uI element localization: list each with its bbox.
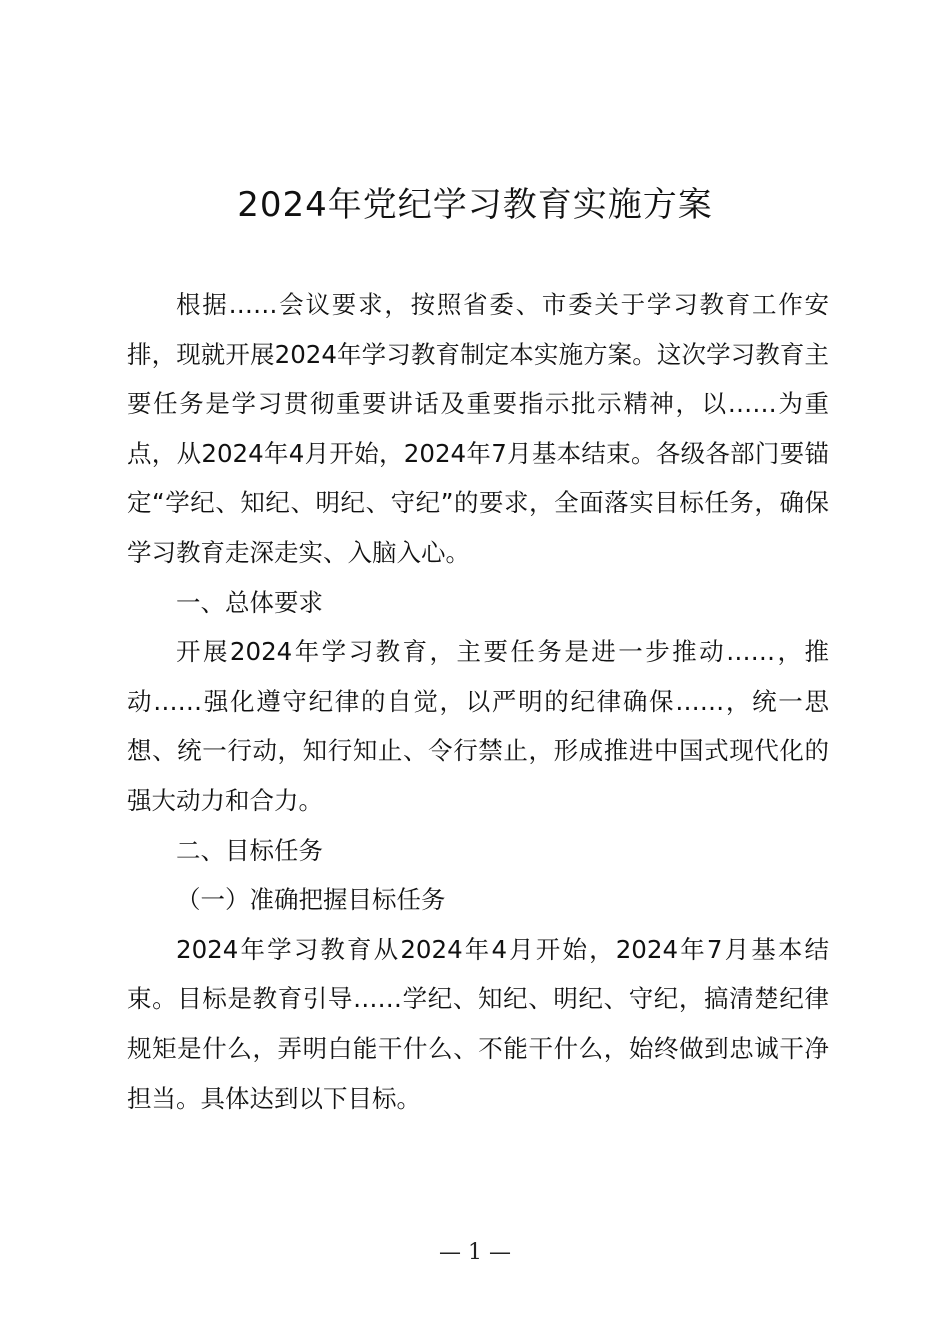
page-number: — 1 — xyxy=(439,1240,511,1265)
document-body xyxy=(127,280,829,1123)
section-1-heading: 一、总体要求 xyxy=(176,587,323,617)
section-1-paragraph: 开展2024年学习教育，主要任务是进一步推动……，推动……强化遵守纪律的自觉，以严明的纪律确保……，统一思想、统一行动，知行知止、令行禁止，形成推进中国式现代化的强大动力和合力。 xyxy=(127,637,829,815)
section-2-subheading-1: （一）准确把握目标任务 xyxy=(176,885,446,915)
section-2-heading: 二、目标任务 xyxy=(176,835,323,865)
document-title: 2024年党纪学习教育实施方案 xyxy=(237,185,713,225)
intro-paragraph: 根据……会议要求，按照省委、市委关于学习教育工作安排，现就开展2024年学习教育制定本实施方案。这次学习教育主要任务是学习贯彻重要讲话及重要指示批示精神，以……为重点，从2024年4月开始，2024年7月基本结束。各级各部门要锚定“学纪、知纪、明纪、守纪”的要求，全面落实目标任务，确保学习教育走深走实、入脑入心。 xyxy=(127,290,829,567)
section-2-paragraph: 2024年学习教育从2024年4月开始，2024年7月基本结束。目标是教育引导……学纪、知纪、明纪、守纪，搞清楚纪律规矩是什么，弄明白能干什么、不能干什么，始终做到忠诚干净担当。具体达到以下目标。 xyxy=(127,934,829,1113)
